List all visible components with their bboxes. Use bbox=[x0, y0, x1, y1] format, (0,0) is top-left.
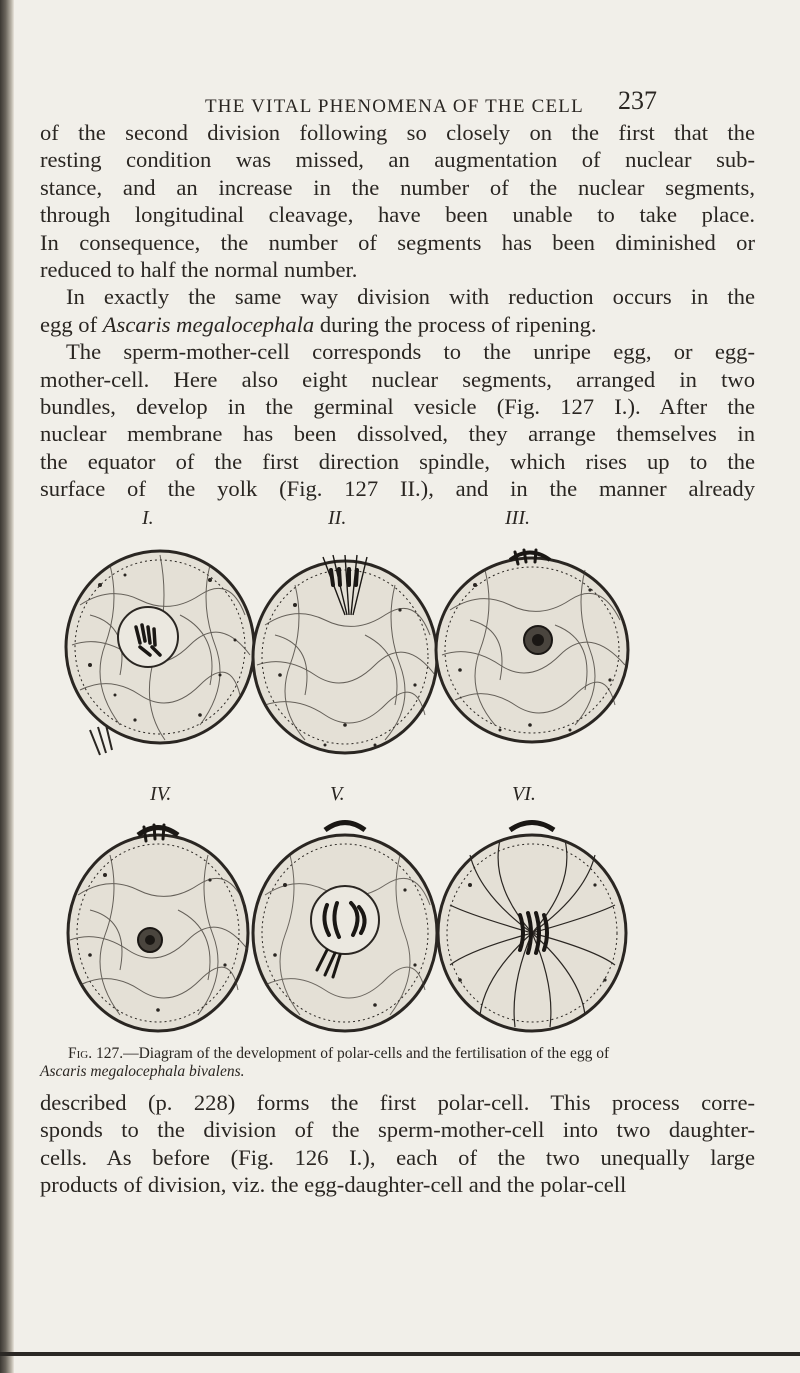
text-line: In consequence, the number of segments has been diminished or bbox=[40, 229, 755, 255]
species-name: Ascaris megalocephala bbox=[102, 311, 315, 337]
text-line: stance, and an increase in the number of the nuclear segments, bbox=[40, 174, 755, 200]
figure-label-v: V. bbox=[330, 783, 345, 805]
text-line: resting condition was missed, an augmentation of nuclear sub- bbox=[40, 147, 755, 173]
egg-cell-drawing-iii bbox=[430, 540, 635, 765]
caption-figure-number: Fig. 127. bbox=[68, 1045, 124, 1062]
text-line: In exactly the same way division with reduction occurs in the bbox=[66, 284, 755, 310]
text-line-with-species bbox=[40, 311, 755, 338]
text-line: the equator of the first direction spindle, which rises up to the bbox=[40, 448, 755, 474]
egg-cell-drawing-iv bbox=[60, 815, 255, 1040]
text-line: described (p. 228) forms the first polar-cell. This process corre- bbox=[40, 1090, 755, 1115]
figure-label-iii: III. bbox=[505, 507, 530, 529]
text-line: mother-cell. Here also eight nuclear segments, arranged in two bbox=[40, 366, 755, 392]
figure-label-ii: II. bbox=[328, 507, 347, 529]
text-line: bundles, develop in the germinal vesicle (Fig. 127 I.). After the bbox=[40, 394, 755, 420]
running-head: THE VITAL PHENOMENA OF THE CELL bbox=[205, 96, 584, 117]
egg-cell-drawing-ii bbox=[245, 545, 445, 765]
egg-cell-drawing-i bbox=[60, 545, 260, 765]
text-line: sponds to the division of the sperm-mother-cell into two daughter- bbox=[40, 1117, 755, 1143]
text-line: of the second division following so closely on the first that the bbox=[40, 120, 755, 145]
body-text-bottom bbox=[40, 1089, 755, 1199]
figure-label-vi: VI. bbox=[512, 783, 536, 805]
figure-caption bbox=[40, 1045, 760, 1081]
text-line: The sperm-mother-cell corresponds to the unripe egg, or egg- bbox=[66, 339, 755, 365]
figure-label-i: I. bbox=[142, 507, 154, 529]
text-line: reduced to half the normal number. bbox=[40, 257, 358, 283]
book-binding-edge bbox=[0, 0, 14, 1373]
text-line: cells. As before (Fig. 126 I.), each of the two unequally large bbox=[40, 1144, 755, 1170]
egg-cell-drawing-vi bbox=[430, 815, 635, 1040]
caption-species-name: Ascaris megalocephala bivalens. bbox=[40, 1063, 245, 1080]
text-fragment: egg of bbox=[40, 311, 103, 337]
caption-text: —Diagram of the development of polar-cells and the fertilisation of the egg of bbox=[123, 1045, 610, 1062]
text-line: through longitudinal cleavage, have been unable to take place. bbox=[40, 202, 755, 228]
page-number: 237 bbox=[618, 86, 657, 115]
text-line: nuclear membrane has been dissolved, they arrange themselves in bbox=[40, 421, 755, 447]
text-line: surface of the yolk (Fig. 127 II.), and in the manner already bbox=[40, 476, 755, 502]
body-text-top bbox=[40, 119, 755, 503]
figure-label-iv: IV. bbox=[150, 783, 172, 805]
text-fragment: during the process of ripening. bbox=[314, 311, 597, 337]
page-bottom-rule bbox=[0, 1352, 800, 1356]
egg-cell-drawing-v bbox=[245, 815, 445, 1040]
text-line: products of division, viz. the egg-daughter-cell and the polar-cell bbox=[40, 1172, 627, 1198]
